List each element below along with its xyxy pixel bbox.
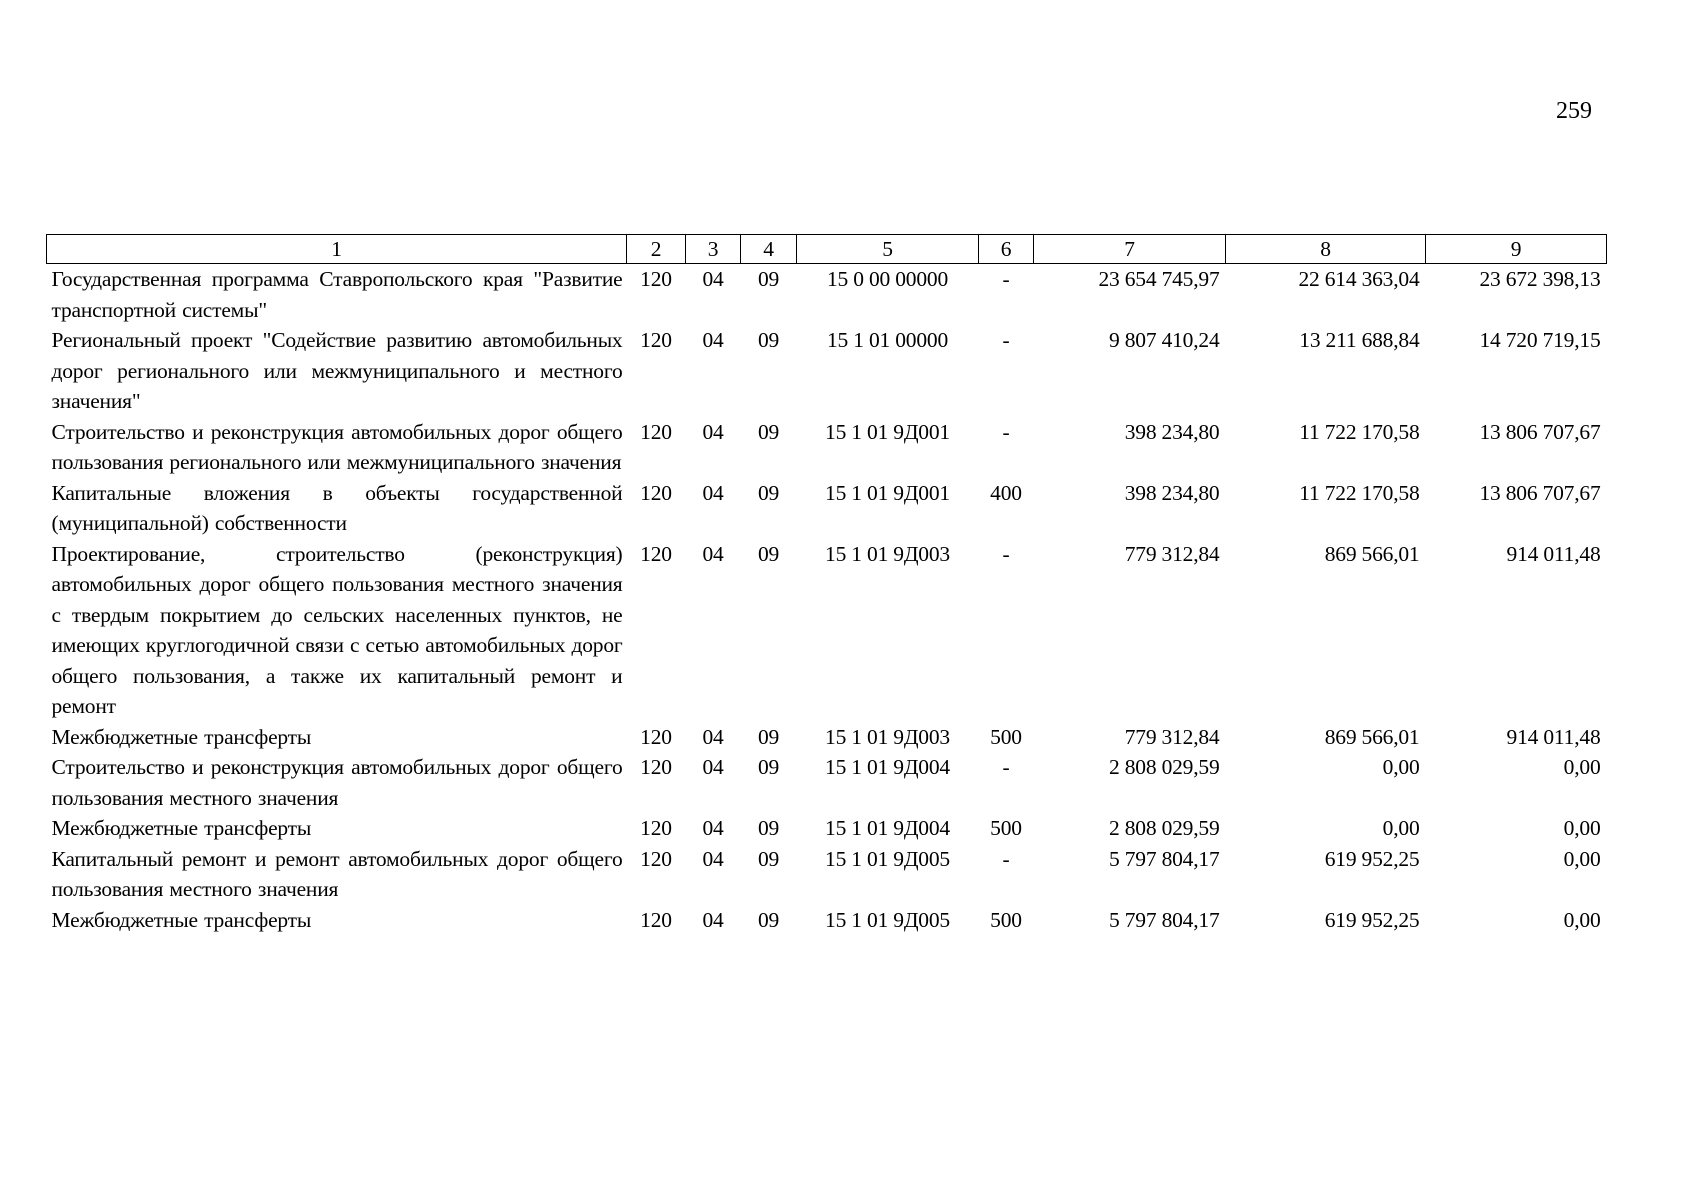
table-row: [47, 417, 1607, 478]
subsection-code-cell: 09: [757, 907, 780, 932]
subsection-code-cell: 09: [757, 480, 780, 505]
page-number: 259: [1556, 98, 1592, 124]
expense-type-cell: 500: [990, 724, 1022, 749]
amount-col7-cell: 779 312,84: [1124, 541, 1220, 566]
amount-col9-cell: 13 806 707,67: [1479, 480, 1601, 505]
section-code-cell: 04: [702, 816, 724, 840]
amount-col8-cell: 869 566,01: [1324, 724, 1420, 749]
table-row: [47, 539, 1607, 722]
amount-col7-cell: 398 234,80: [1124, 480, 1220, 505]
subsection-code-cell: 09: [757, 267, 780, 291]
amount-col8-cell: 0,00: [1382, 755, 1420, 779]
budget-table: [46, 234, 1607, 935]
ministry-code-cell: 120: [640, 419, 672, 444]
amount-col9-cell: 914 011,48: [1506, 541, 1601, 566]
section-code-cell: 04: [702, 755, 724, 779]
amount-col9-cell: 0,00: [1563, 907, 1601, 932]
subsection-code-cell: 09: [757, 419, 780, 444]
amount-col8-cell: 619 952,25: [1324, 907, 1420, 932]
amount-col8-cell: 0,00: [1382, 816, 1420, 840]
amount-col7-cell: 2 808 029,59: [1109, 755, 1220, 779]
item-name-cell: Межбюджетные трансферты: [51, 816, 312, 840]
target-article-cell: 15 1 01 9Д004: [825, 755, 950, 779]
item-name-cell: Межбюджетные трансферты: [51, 724, 312, 749]
item-name-cell: Проектирование, строительство (реконструкция) автомобильных дорог общего пользования местного значения с твердым покрытием до сельских населенных пунктов, не имеющих круглогодичной связи с сетью автомобильных дорог общего пользования, а также их капитальный ремонт и ремонт: [51, 541, 623, 718]
subsection-code-cell: 09: [757, 541, 780, 566]
expense-type-cell: 400: [990, 480, 1022, 505]
table-row: [47, 478, 1607, 539]
column-header: 2: [627, 235, 686, 264]
target-article-cell: 15 1 01 00000: [826, 328, 949, 352]
target-article-cell: 15 1 01 9Д001: [825, 480, 950, 505]
amount-col7-cell: 5 797 804,17: [1109, 907, 1220, 932]
amount-col9-cell: 0,00: [1563, 846, 1601, 871]
table-body: [47, 264, 1607, 936]
expense-type-cell: -: [1002, 328, 1010, 352]
target-article-cell: 15 1 01 9Д003: [825, 541, 950, 566]
amount-col7-cell: 398 234,80: [1124, 419, 1220, 444]
item-name-cell: Строительство и реконструкция автомобильных дорог общего пользования местного значения: [51, 755, 623, 810]
expense-type-cell: 500: [990, 907, 1022, 932]
table-row: [47, 813, 1607, 844]
amount-col8-cell: 619 952,25: [1324, 846, 1420, 871]
table-header: [47, 235, 1607, 264]
section-code-cell: 04: [702, 267, 724, 291]
item-name-cell: Межбюджетные трансферты: [51, 907, 312, 932]
column-header: 7: [1034, 235, 1226, 264]
ministry-code-cell: 120: [640, 816, 672, 840]
amount-col9-cell: 0,00: [1563, 755, 1601, 779]
expense-type-cell: 500: [990, 816, 1022, 840]
section-code-cell: 04: [702, 724, 724, 749]
amount-col9-cell: 14 720 719,15: [1479, 328, 1601, 352]
table-row: [47, 325, 1607, 417]
column-header: 6: [979, 235, 1034, 264]
expense-type-cell: -: [1002, 419, 1010, 444]
ministry-code-cell: 120: [640, 907, 672, 932]
section-code-cell: 04: [702, 328, 724, 352]
amount-col8-cell: 11 722 170,58: [1299, 480, 1420, 505]
amount-col7-cell: 5 797 804,17: [1109, 846, 1220, 871]
item-name-cell: Региональный проект "Содействие развитию автомобильных дорог регионального или межмуниципального и местного значения": [51, 328, 623, 413]
amount-col8-cell: 11 722 170,58: [1299, 419, 1420, 444]
item-name-cell: Государственная программа Ставропольского края "Развитие транспортной системы": [51, 267, 623, 322]
amount-col7-cell: 779 312,84: [1124, 724, 1220, 749]
amount-col7-cell: 2 808 029,59: [1109, 816, 1220, 840]
amount-col9-cell: 13 806 707,67: [1479, 419, 1601, 444]
amount-col7-cell: 23 654 745,97: [1098, 267, 1220, 291]
expense-type-cell: -: [1002, 541, 1010, 566]
target-article-cell: 15 1 01 9Д003: [825, 724, 950, 749]
amount-col8-cell: 22 614 363,04: [1298, 267, 1420, 291]
amount-col8-cell: 13 211 688,84: [1299, 328, 1420, 352]
table-row: [47, 905, 1607, 936]
amount-col8-cell: 869 566,01: [1324, 541, 1420, 566]
amount-col9-cell: 23 672 398,13: [1479, 267, 1601, 291]
item-name-cell: Строительство и реконструкция автомобильных дорог общего пользования регионального или межмуниципального значения: [51, 419, 623, 474]
expense-type-cell: -: [1002, 755, 1010, 779]
ministry-code-cell: 120: [640, 755, 672, 779]
expense-type-cell: -: [1002, 267, 1010, 291]
ministry-code-cell: 120: [640, 480, 672, 505]
table-row: [47, 752, 1607, 813]
section-code-cell: 04: [702, 846, 724, 871]
header-row: [47, 235, 1607, 264]
column-header: 4: [741, 235, 797, 264]
column-header: 3: [686, 235, 741, 264]
subsection-code-cell: 09: [757, 816, 780, 840]
ministry-code-cell: 120: [640, 724, 672, 749]
column-header: 9: [1426, 235, 1607, 264]
target-article-cell: 15 0 00 00000: [826, 267, 949, 291]
column-header: 5: [797, 235, 979, 264]
ministry-code-cell: 120: [640, 846, 672, 871]
subsection-code-cell: 09: [757, 846, 780, 871]
target-article-cell: 15 1 01 9Д005: [825, 846, 950, 871]
subsection-code-cell: 09: [757, 755, 780, 779]
ministry-code-cell: 120: [640, 328, 672, 352]
ministry-code-cell: 120: [640, 541, 672, 566]
section-code-cell: 04: [702, 419, 724, 444]
target-article-cell: 15 1 01 9Д004: [825, 816, 950, 840]
item-name-cell: Капитальный ремонт и ремонт автомобильных дорог общего пользования местного значения: [51, 846, 623, 901]
table-row: [47, 722, 1607, 753]
section-code-cell: 04: [702, 907, 724, 932]
target-article-cell: 15 1 01 9Д005: [825, 907, 950, 932]
table-row: [47, 844, 1607, 905]
column-header: 1: [47, 235, 627, 264]
amount-col9-cell: 914 011,48: [1506, 724, 1601, 749]
item-name-cell: Капитальные вложения в объекты государственной (муниципальной) собственности: [51, 480, 623, 535]
section-code-cell: 04: [702, 541, 724, 566]
amount-col7-cell: 9 807 410,24: [1109, 328, 1220, 352]
target-article-cell: 15 1 01 9Д001: [825, 419, 950, 444]
subsection-code-cell: 09: [757, 724, 780, 749]
ministry-code-cell: 120: [640, 267, 672, 291]
expense-type-cell: -: [1002, 846, 1010, 871]
amount-col9-cell: 0,00: [1563, 816, 1601, 840]
column-header: 8: [1226, 235, 1426, 264]
subsection-code-cell: 09: [757, 328, 780, 352]
section-code-cell: 04: [702, 480, 724, 505]
table-row: [47, 264, 1607, 326]
